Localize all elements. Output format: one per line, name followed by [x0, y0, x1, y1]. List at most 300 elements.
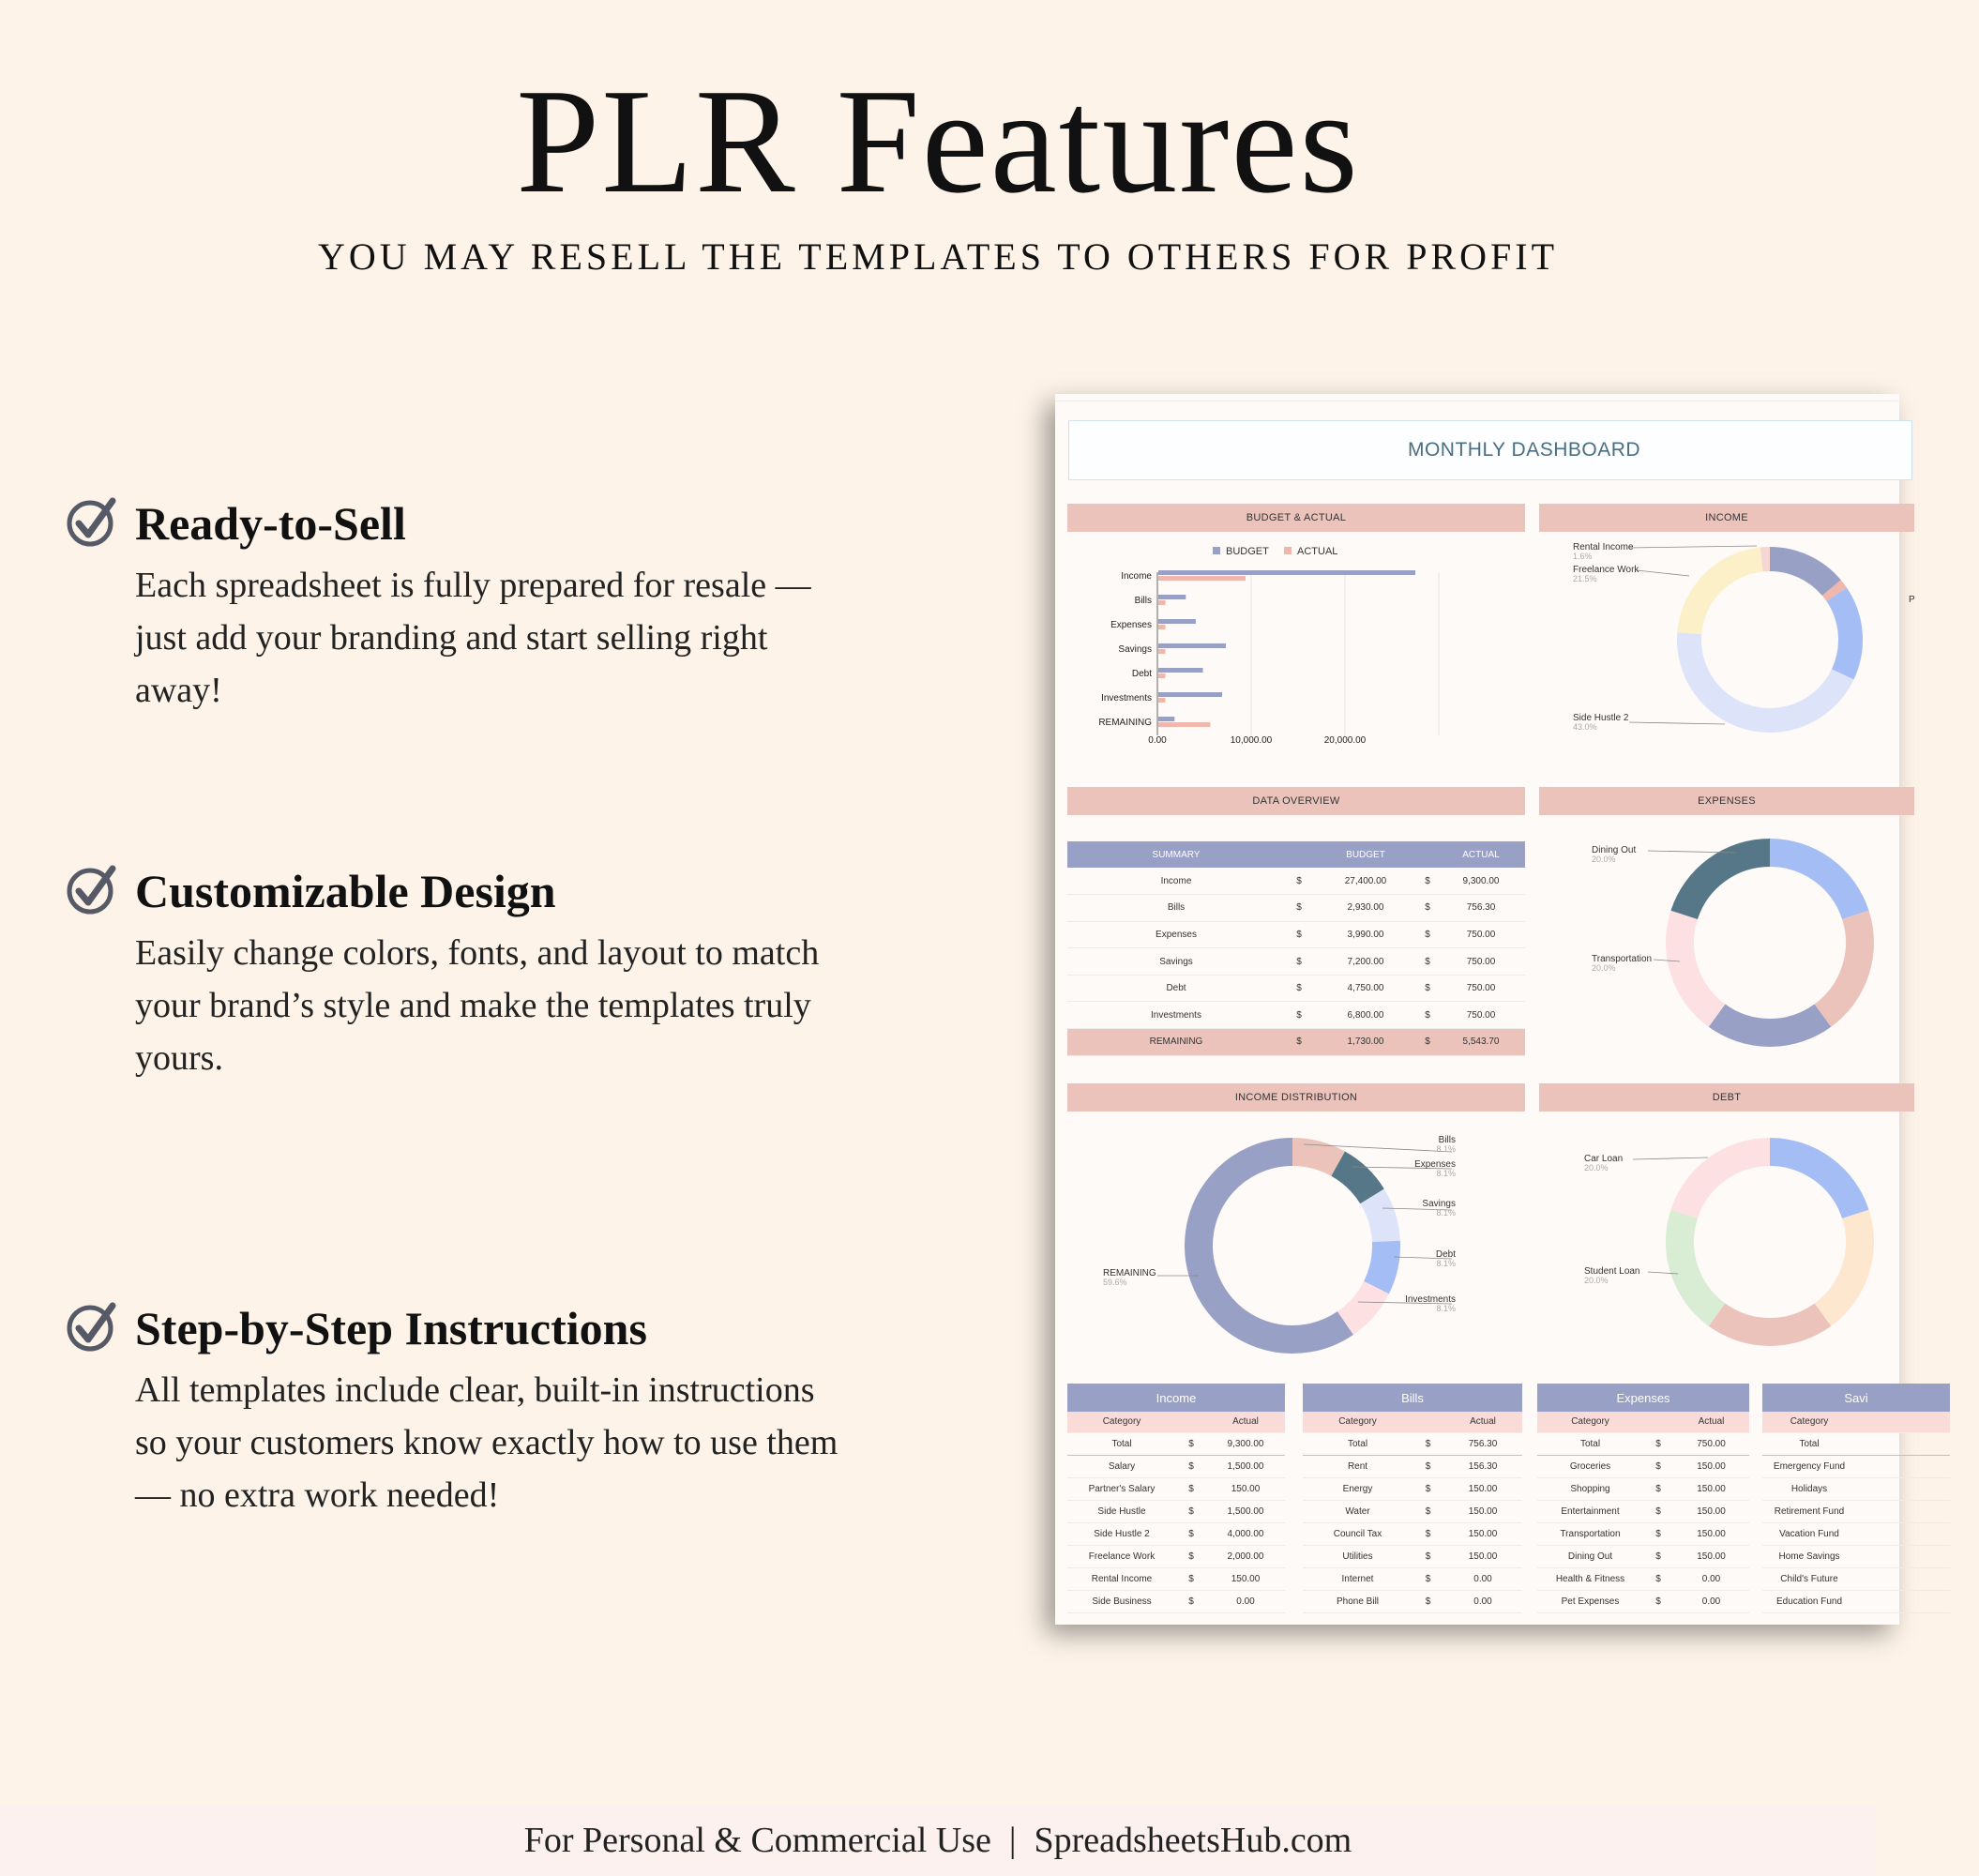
category-value: 1,500.00: [1206, 1500, 1285, 1522]
feature-title: Customizable Design: [135, 865, 556, 917]
actual-value: 750.00: [1437, 948, 1525, 976]
category-table-title: Savi: [1762, 1384, 1950, 1412]
summary-row: [1067, 921, 1525, 948]
currency-symbol: [1856, 1522, 1882, 1545]
category-name: Internet: [1303, 1567, 1412, 1590]
spacer: [1412, 1412, 1443, 1432]
legend-swatch: [1213, 547, 1220, 554]
slice-percent: 8.1%: [1436, 1304, 1456, 1313]
category-value: 150.00: [1443, 1477, 1522, 1500]
currency-symbol: $: [1418, 868, 1437, 895]
currency-symbol: [1856, 1545, 1882, 1567]
currency-symbol: $: [1643, 1545, 1673, 1567]
category-value: 1,500.00: [1206, 1455, 1285, 1477]
category-name: Energy: [1303, 1477, 1412, 1500]
leader-line: [1629, 546, 1757, 548]
table-row: [1067, 1432, 1285, 1455]
currency-symbol: [1856, 1477, 1882, 1500]
category-name: Freelance Work: [1067, 1545, 1176, 1567]
donut-slice: [1822, 1214, 1860, 1314]
currency-symbol: $: [1412, 1455, 1443, 1477]
section-expenses: EXPENSES: [1539, 787, 1914, 815]
bar-actual: [1158, 673, 1166, 678]
bar-actual: [1158, 649, 1166, 654]
donut-slice: [1684, 1152, 1770, 1214]
donut-label: [1584, 1266, 1678, 1285]
income-distribution-donut-chart: [1067, 1114, 1525, 1368]
bar-actual: [1158, 698, 1166, 703]
currency-symbol: $: [1412, 1432, 1443, 1455]
budget-value: 7,200.00: [1313, 948, 1418, 976]
table-row: [1067, 1545, 1285, 1567]
donut-label: [1584, 1154, 1708, 1172]
slice-percent: 8.1%: [1436, 1259, 1456, 1268]
dashboard-header: [1068, 420, 1912, 480]
budget-value: 1,730.00: [1313, 1029, 1418, 1056]
legend-label: ACTUAL: [1297, 546, 1338, 557]
leader-line: [1633, 1157, 1708, 1159]
bar-budget: [1158, 692, 1222, 697]
category-value: [1882, 1590, 1950, 1612]
currency-symbol: $: [1643, 1522, 1673, 1545]
table-row: [1067, 1500, 1285, 1522]
income-donut-chart: [1539, 535, 1914, 743]
currency-symbol: [1856, 1432, 1882, 1455]
category-value: 150.00: [1443, 1522, 1522, 1545]
category-name: Side Business: [1067, 1590, 1176, 1612]
bar-budget: [1158, 668, 1203, 673]
donut-slice: [1345, 1288, 1376, 1324]
category-name: Transportation: [1537, 1522, 1643, 1545]
table-row: [1537, 1432, 1749, 1455]
currency-symbol: $: [1643, 1477, 1673, 1500]
category-value: 150.00: [1673, 1522, 1749, 1545]
slice-percent: 59.6%: [1103, 1278, 1127, 1287]
table-row: [1303, 1500, 1522, 1522]
summary-row: [1067, 975, 1525, 1002]
summary-label: Savings: [1067, 948, 1285, 976]
table-row: [1537, 1477, 1749, 1500]
table-row: [1762, 1522, 1950, 1545]
donut-slice: [1717, 1016, 1823, 1033]
donut-slice: [1199, 1152, 1345, 1339]
slice-name: Transportation: [1592, 954, 1653, 964]
currency-symbol: $: [1176, 1477, 1206, 1500]
budget-header: BUDGET: [1313, 841, 1418, 868]
category-value: [1882, 1545, 1950, 1567]
slice-name: Expenses: [1414, 1159, 1456, 1170]
donut-slice: [1770, 1152, 1855, 1214]
category-name: Side Hustle 2: [1067, 1522, 1176, 1545]
category-name: Home Savings: [1762, 1545, 1856, 1567]
category-value: 156.30: [1443, 1455, 1522, 1477]
category-name: Total: [1303, 1432, 1412, 1455]
donut-slice: [1689, 559, 1761, 633]
category-col-header: Category: [1537, 1412, 1643, 1432]
table-row: [1537, 1522, 1749, 1545]
legend-swatch: [1284, 547, 1292, 554]
table-row: [1067, 1590, 1285, 1612]
donut-label: [1573, 565, 1689, 583]
summary-label: Debt: [1067, 975, 1285, 1002]
currency-symbol: $: [1643, 1432, 1673, 1455]
slice-percent: 21.5%: [1573, 574, 1597, 583]
checkmark-circle-icon: [66, 1300, 118, 1353]
debt-donut-chart: [1539, 1114, 1914, 1368]
slice-percent: 20.0%: [1584, 1163, 1609, 1172]
category-value: [1882, 1455, 1950, 1477]
table-row: [1762, 1545, 1950, 1567]
donut-label: [1592, 954, 1680, 973]
spacer: [1176, 1412, 1206, 1432]
page-subtitle: YOU MAY RESELL THE TEMPLATES TO OTHERS FOR PROFIT: [317, 235, 1559, 278]
table-row: [1762, 1567, 1950, 1590]
legend-label: BUDGET: [1226, 546, 1269, 557]
currency-symbol: $: [1412, 1522, 1443, 1545]
currency-symbol: $: [1176, 1522, 1206, 1545]
table-row: [1303, 1567, 1522, 1590]
table-row: [1067, 1522, 1285, 1545]
summary-label: Expenses: [1067, 921, 1285, 948]
currency-symbol: $: [1176, 1455, 1206, 1477]
section-budget-actual: BUDGET & ACTUAL: [1067, 504, 1525, 532]
currency-symbol: [1856, 1590, 1882, 1612]
category-name: Entertainment: [1537, 1500, 1643, 1522]
bar-budget: [1158, 619, 1196, 624]
leader-line: [1637, 570, 1689, 576]
category-table-income: [1067, 1384, 1285, 1613]
category-name: Partner's Salary: [1067, 1477, 1176, 1500]
donut-slice: [1770, 559, 1832, 588]
donut-label: [1394, 1249, 1456, 1268]
category-table-title: Bills: [1303, 1384, 1522, 1412]
category-table-title: Income: [1067, 1384, 1285, 1412]
x-tick-label: 0.00: [1148, 735, 1167, 746]
category-value: 0.00: [1443, 1590, 1522, 1612]
category-name: Emergency Fund: [1762, 1455, 1856, 1477]
category-value: 150.00: [1673, 1455, 1749, 1477]
x-tick-label: 20,000.00: [1323, 735, 1367, 746]
category-value: 150.00: [1673, 1545, 1749, 1567]
actual-value: 750.00: [1437, 1002, 1525, 1029]
currency-symbol: $: [1412, 1500, 1443, 1522]
table-row: [1303, 1455, 1522, 1477]
feature-title: Ready-to-Sell: [135, 497, 406, 550]
category-table-bills: [1303, 1384, 1522, 1613]
feature-ready-to-sell: [66, 495, 891, 717]
footer-usage: For Personal & Commercial Use: [523, 1821, 991, 1860]
budget-value: 27,400.00: [1313, 868, 1418, 895]
actual-col-header: Actual: [1673, 1412, 1749, 1432]
checkmark-circle-icon: [66, 863, 118, 915]
category-name: Council Tax: [1303, 1522, 1412, 1545]
slice-percent: 43.0%: [1573, 722, 1597, 732]
category-name: Health & Fitness: [1537, 1567, 1643, 1590]
category-value: 0.00: [1443, 1567, 1522, 1590]
slice-percent: 8.1%: [1436, 1208, 1456, 1218]
category-value: 4,000.00: [1206, 1522, 1285, 1545]
currency-symbol: $: [1643, 1500, 1673, 1522]
category-value: 0.00: [1206, 1590, 1285, 1612]
category-value: 0.00: [1673, 1567, 1749, 1590]
currency-symbol: $: [1643, 1590, 1673, 1612]
summary-label: Income: [1067, 868, 1285, 895]
budget-actual-bar-chart: [1067, 535, 1525, 746]
currency-symbol: $: [1176, 1500, 1206, 1522]
currency-symbol: $: [1285, 921, 1313, 948]
slice-name: REMAINING: [1103, 1268, 1156, 1278]
currency-symbol: $: [1412, 1590, 1443, 1612]
summary-table: [1067, 841, 1525, 1056]
actual-value: 750.00: [1437, 921, 1525, 948]
actual-col-header: Actual: [1206, 1412, 1285, 1432]
sheet-gridline: [1055, 394, 1899, 401]
slice-percent: 20.0%: [1584, 1276, 1609, 1285]
category-label: Investments: [1101, 693, 1152, 704]
slice-name: Rental Income: [1573, 542, 1634, 552]
table-row: [1537, 1567, 1749, 1590]
table-row: [1537, 1590, 1749, 1612]
section-income-distribution: INCOME DISTRIBUTION: [1067, 1083, 1525, 1112]
donut-slice: [1717, 1315, 1823, 1332]
category-value: 2,000.00: [1206, 1545, 1285, 1567]
category-label: Income: [1121, 571, 1152, 582]
summary-row: [1067, 895, 1525, 922]
donut-slice: [1372, 1196, 1386, 1241]
donut-slice: [1338, 1164, 1372, 1197]
category-table-savi: [1762, 1384, 1950, 1613]
slice-percent: 20.0%: [1592, 963, 1616, 973]
category-label: Debt: [1131, 669, 1152, 679]
currency-symbol: $: [1285, 868, 1313, 895]
currency-symbol: $: [1176, 1567, 1206, 1590]
budget-value: 4,750.00: [1313, 975, 1418, 1002]
currency-symbol: $: [1643, 1455, 1673, 1477]
category-value: [1882, 1522, 1950, 1545]
category-name: Rent: [1303, 1455, 1412, 1477]
currency-symbol: $: [1418, 921, 1437, 948]
bar-actual: [1158, 600, 1166, 605]
currency-symbol: $: [1285, 975, 1313, 1002]
bar-actual: [1158, 722, 1210, 727]
category-name: Holidays: [1762, 1477, 1856, 1500]
section-data-overview: DATA OVERVIEW: [1067, 787, 1525, 815]
category-name: Rental Income: [1067, 1567, 1176, 1590]
table-row: [1303, 1432, 1522, 1455]
slice-name: Savings: [1422, 1199, 1456, 1209]
actual-value: 5,543.70: [1437, 1029, 1525, 1056]
category-value: 150.00: [1206, 1567, 1285, 1590]
donut-slice: [1376, 1241, 1386, 1287]
table-row: [1303, 1522, 1522, 1545]
bar-actual: [1158, 625, 1166, 629]
bar-actual: [1158, 576, 1246, 581]
slice-name: Side Hustle 2: [1573, 713, 1629, 723]
leader-line: [1629, 722, 1725, 724]
currency-symbol: $: [1412, 1567, 1443, 1590]
category-value: 150.00: [1673, 1477, 1749, 1500]
slice-name: Bills: [1438, 1135, 1456, 1145]
slice-name: Dining Out: [1592, 845, 1637, 855]
footer-separator: |: [1008, 1821, 1017, 1860]
category-name: Total: [1537, 1432, 1643, 1455]
category-value: 150.00: [1673, 1500, 1749, 1522]
category-name: Utilities: [1303, 1545, 1412, 1567]
bar-budget: [1158, 643, 1226, 648]
section-debt: DEBT: [1539, 1083, 1914, 1112]
currency-symbol: $: [1412, 1477, 1443, 1500]
category-value: 0.00: [1673, 1590, 1749, 1612]
category-name: Total: [1762, 1432, 1856, 1455]
donut-slice: [1292, 1152, 1338, 1164]
currency-symbol: $: [1285, 948, 1313, 976]
currency-symbol: [1856, 1455, 1882, 1477]
category-value: 756.30: [1443, 1432, 1522, 1455]
category-name: Side Hustle: [1067, 1500, 1176, 1522]
currency-symbol: $: [1176, 1590, 1206, 1612]
dashboard-title: MONTHLY DASHBOARD: [1407, 439, 1641, 461]
actual-col-header: Actual: [1443, 1412, 1522, 1432]
table-row: [1762, 1432, 1950, 1455]
chart-legend: [1213, 546, 1337, 557]
summary-label: Bills: [1067, 895, 1285, 922]
category-label: Bills: [1134, 596, 1152, 606]
category-name: Dining Out: [1537, 1545, 1643, 1567]
budget-value: 2,930.00: [1313, 895, 1418, 922]
donut-slice: [1680, 915, 1717, 1015]
actual-col-header: [1882, 1412, 1950, 1432]
category-value: [1882, 1477, 1950, 1500]
feature-description: Each spreadsheet is fully prepared for resale — just add your branding and start selling right away!: [135, 566, 811, 710]
table-row: [1537, 1455, 1749, 1477]
page-title: PLR Features: [516, 57, 1360, 224]
donut-slice: [1684, 853, 1770, 915]
table-row: [1067, 1455, 1285, 1477]
summary-header: SUMMARY: [1067, 841, 1285, 868]
currency-symbol: $: [1418, 895, 1437, 922]
footer-website: SpreadsheetsHub.com: [1034, 1821, 1352, 1860]
summary-label: Investments: [1067, 1002, 1285, 1029]
slice-name-clipped: P: [1909, 595, 1915, 605]
category-name: Vacation Fund: [1762, 1522, 1856, 1545]
donut-slice: [1836, 595, 1851, 674]
currency-symbol: [1856, 1567, 1882, 1590]
category-label: REMAINING: [1098, 718, 1152, 728]
slice-percent: 8.1%: [1436, 1169, 1456, 1178]
category-name: Groceries: [1537, 1455, 1643, 1477]
category-table-title: Expenses: [1537, 1384, 1749, 1412]
currency-symbol: $: [1418, 948, 1437, 976]
category-name: Child's Future: [1762, 1567, 1856, 1590]
bar-budget: [1158, 595, 1186, 599]
donut-slice: [1822, 915, 1860, 1015]
category-value: 150.00: [1443, 1545, 1522, 1567]
slice-percent: 8.1%: [1436, 1144, 1456, 1154]
category-table-expenses: [1537, 1384, 1749, 1613]
summary-label: REMAINING: [1067, 1029, 1285, 1056]
table-row: [1762, 1500, 1950, 1522]
category-value: [1882, 1500, 1950, 1522]
feature-title: Step-by-Step Instructions: [135, 1302, 647, 1354]
budget-value: 3,990.00: [1313, 921, 1418, 948]
category-label: Expenses: [1110, 620, 1152, 630]
currency-symbol: $: [1285, 1002, 1313, 1029]
section-income: INCOME: [1539, 504, 1914, 532]
table-row: [1067, 1477, 1285, 1500]
feature-step-by-step: [66, 1300, 891, 1521]
budget-value: 6,800.00: [1313, 1002, 1418, 1029]
actual-value: 9,300.00: [1437, 868, 1525, 895]
table-row: [1303, 1545, 1522, 1567]
category-label: Savings: [1118, 644, 1152, 655]
category-col-header: Category: [1303, 1412, 1412, 1432]
slice-name: Debt: [1435, 1249, 1456, 1260]
donut-label: [1573, 713, 1725, 732]
slice-percent: 1.6%: [1573, 552, 1593, 561]
currency-symbol: $: [1176, 1432, 1206, 1455]
slice-name: Car Loan: [1584, 1154, 1624, 1164]
category-value: 150.00: [1443, 1500, 1522, 1522]
category-value: 9,300.00: [1206, 1432, 1285, 1455]
slice-name: Freelance Work: [1573, 565, 1639, 575]
slice-percent: 20.0%: [1592, 855, 1616, 864]
currency-symbol: $: [1285, 1029, 1313, 1056]
currency-symbol: $: [1412, 1545, 1443, 1567]
summary-row: [1067, 948, 1525, 976]
category-name: Salary: [1067, 1455, 1176, 1477]
summary-row: [1067, 1029, 1525, 1056]
donut-slice: [1770, 853, 1855, 915]
category-name: Water: [1303, 1500, 1412, 1522]
category-col-header: Category: [1762, 1412, 1856, 1432]
currency-symbol: $: [1418, 1029, 1437, 1056]
table-row: [1303, 1590, 1522, 1612]
dashboard-preview: [1055, 394, 1915, 1625]
table-row: [1303, 1477, 1522, 1500]
currency-symbol: [1856, 1500, 1882, 1522]
table-row: [1067, 1567, 1285, 1590]
category-name: Shopping: [1537, 1477, 1643, 1500]
slice-name: Student Loan: [1584, 1266, 1640, 1277]
donut-slice: [1689, 633, 1843, 720]
bar-budget: [1158, 717, 1174, 721]
currency-symbol: $: [1643, 1567, 1673, 1590]
category-name: Total: [1067, 1432, 1176, 1455]
category-value: [1882, 1567, 1950, 1590]
bar-budget: [1158, 570, 1415, 575]
donut-label: [1103, 1268, 1199, 1287]
category-value: [1882, 1432, 1950, 1455]
spacer: [1856, 1412, 1882, 1432]
donut-slice: [1680, 1214, 1717, 1314]
actual-header: ACTUAL: [1437, 841, 1525, 868]
actual-value: 756.30: [1437, 895, 1525, 922]
slice-name: Investments: [1405, 1294, 1456, 1305]
category-col-header: Category: [1067, 1412, 1176, 1432]
currency-symbol: $: [1418, 975, 1437, 1002]
currency-symbol: $: [1285, 895, 1313, 922]
category-value: 750.00: [1673, 1432, 1749, 1455]
summary-row: [1067, 1002, 1525, 1029]
feature-description: All templates include clear, built-in instructions so your customers know exactly how to use them — no extra work needed!: [135, 1370, 838, 1515]
table-row: [1762, 1590, 1950, 1612]
category-name: Education Fund: [1762, 1590, 1856, 1612]
category-value: 150.00: [1206, 1477, 1285, 1500]
currency-symbol: $: [1418, 1002, 1437, 1029]
actual-value: 750.00: [1437, 975, 1525, 1002]
table-row: [1537, 1545, 1749, 1567]
donut-slice: [1832, 588, 1836, 595]
